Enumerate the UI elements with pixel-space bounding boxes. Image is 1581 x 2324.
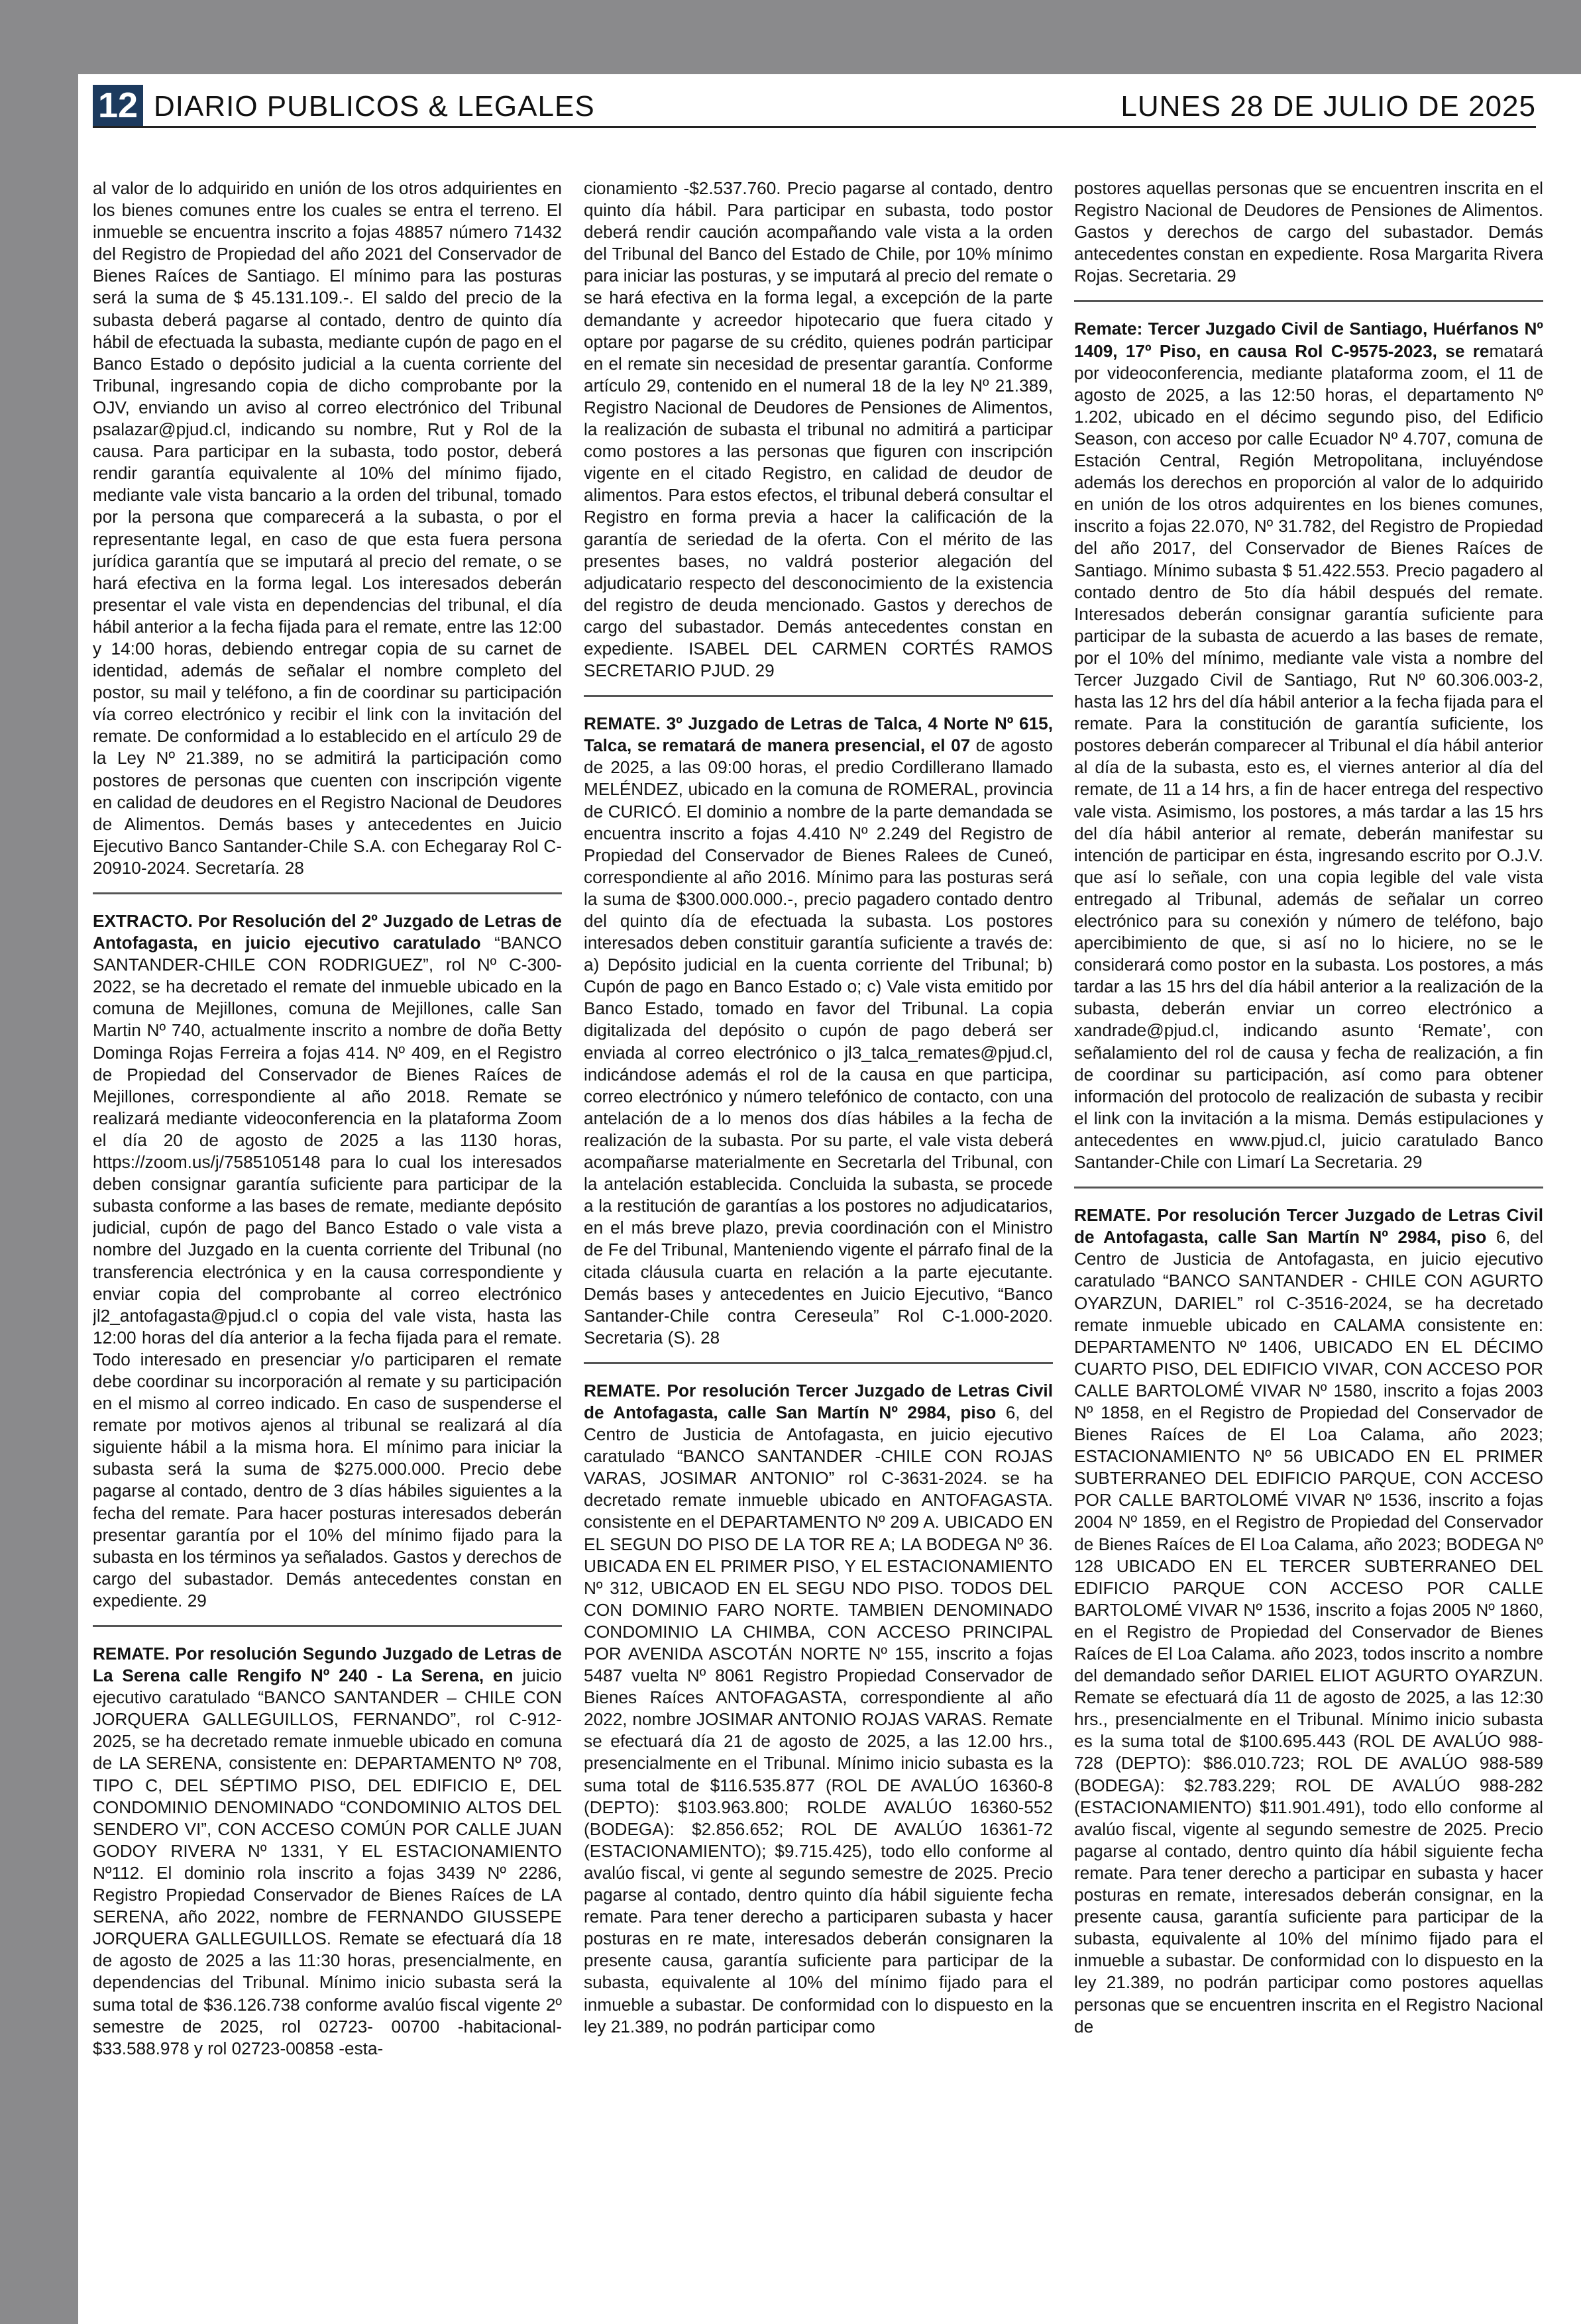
page-header	[93, 85, 1536, 125]
notice	[584, 1380, 1053, 2038]
column-1	[93, 178, 562, 2294]
notice-body: 6, del Centro de Justicia de Antofagasta, en juicio ejecutivo caratulado “BANCO SANTANDER - CHILE CON AGURTO OYARZUN, DARIEL” rol C-3516-2024, se ha decretado remate inmueble ubicado en CALAMA consistente en: DEPARTAMENTO Nº 1406, UBICADO EN EL DÉCIMO CUARTO PISO, DEL EDIFICIO VIVAR, CON ACCESO POR CALLE BARTOLOMÉ VIVAR Nº 1580, inscrito a fojas 2003 Nº 1858, en el Registro de Propiedad del Conservador de Bienes Raíces de El Loa Calama, año 2023; ESTACIONAMIENTO Nº 56 UBICADO EN EL PRIMER SUBTERRANEO DEL EDIFICIO PARQUE, CON ACCESO POR CALLE BARTOLOMÉ VIVAR Nº 1536, inscrito a fojas 2004 Nº 1859, en el Registro de Propiedad del Conservador de Bienes Raíces de El Loa Calama, año 2023; BODEGA Nº 128 UBICADO EN EL TERCER SUBTERRANEO DEL EDIFICIO PARQUE CON ACCESO POR CALLE BARTOLOMÉ VIVAR Nº 1536, inscrito a fojas 2005 Nº 1860, en el Registro de Propiedad del Conservador de Bienes Raíces de El Loa Calama. año 2023, todos inscrito a nombre del demandado señor DARIEL ELIOT AGURTO OYARZUN. Remate se efectuará día 11 de agosto de 2025, a las 12:30 hrs., presencialmente en el Tribunal. Mínimo inicio subasta es la suma total de $100.695.443 (ROL DE AVALÚO 988-728 (DEPTO): $86.010.723; ROL DE AVALÚO 988-589 (BODEGA): $2.783.229; ROL DE AVALÚO 988-282 (ESTACIONAMIENTO) $11.901.491), todo ello conforme al avalúo fiscal, vigente al segundo semestre de 2025. Precio pagarse al contado, dentro quinto día hábil siguiente fecha remate. Para tener derecho a participar en subasta y hacer posturas en remate, interesados deberán consignar, en la presente causa, garantía suficiente para participar de la subasta, equivalente al 10% del mínimo fijado para el inmueble a subastar. De conformidad con lo dispuesto en la ley 21.389, no podrán participar como postores aquellas personas que se encuentren inscrita en el Registro Nacional de	[1074, 1227, 1543, 2036]
notice-text	[1074, 318, 1543, 1173]
left-margin-band	[0, 0, 78, 2324]
notice-text	[93, 178, 562, 879]
header-divider	[93, 126, 1536, 128]
notice-heading: REMATE. Por resolución Tercer Juzgado de Letras Civil de Antofagasta, calle San Martín Nº 2984, piso	[1074, 1205, 1543, 1247]
notice-body: “BANCO SANTANDER-CHILE CON RODRIGUEZ”, rol Nº C-300-2022, se ha decretado el remate del inmueble ubicado en la comuna de Mejillones, comuna de Mejillones, calle San Martin Nº 740, actualmente inscrito a nombre de doña Betty Dominga Rojas Ferreira a fojas 414. Nº 409, en el Registro de Propiedad del Conservador de Bienes Raíces de Mejillones, correspondiente al año 2018. Remate se realizará mediante videoconferencia en la plataforma Zoom el día 20 de agosto de 2025 a las 1130 horas, https://zoom.us/j/7585105148 para lo cual los interesados deben consignar garantía suficiente para participar de la subasta conforme a las bases de remate, mediante depósito judicial, cupón de pago del Banco Estado o vale vista a nombre del Juzgado en la cuenta corriente del Tribunal (no transferencia electrónica y en la causa correspondiente y enviar copia del comprobante al correo electrónico jl2_antofagasta@pjud.cl o copia del vale vista, hasta las 12:00 horas del día anterior a la fecha fijada para el remate. Todo interesado en presenciar y/o participaren el remate debe coordinar su incorporación al remate y su participación en el mismo al correo indicado. En caso de suspenderse el remate por motivos ajenos al tribunal se realizará al día siguiente hábil a la misma hora. El mínimo para iniciar la subasta será la suma de $275.000.000. Precio debe pagarse al contado, dentro de 3 días hábiles siguientes a la fecha del remate. Para hacer posturas interesados deberán presentar garantía por el 10% del mínimo fijado para la subasta en los términos ya señalados. Gastos y derechos de cargo del subastador. Demás antecedentes constan en expediente. 29	[93, 933, 562, 1611]
notice	[1074, 178, 1543, 287]
page-number-badge: 12	[93, 85, 143, 126]
notice-text	[584, 178, 1053, 682]
notice-body: 6, del Centro de Justicia de Antofagasta, en juicio ejecutivo caratulado “BANCO SANTANDER -CHILE CON ROJAS VARAS, JOSIMAR ANTONIO” rol C-3631-2024. se ha decretado remate inmueble ubicado en ANTOFAGASTA. consistente en el DEPARTAMENTO Nº 209 A. UBICADO EN EL SEGUN DO PISO DE LA TOR RE A; LA BODEGA Nº 36. UBICADA EN EL PRIMER PISO, Y EL ESTACIONAMIENTO Nº 312, UBICAOD EN EL SEGU NDO PISO. TODOS DEL CON DOMINIO FARO NORTE. TAMBIEN DENOMINADO CONDOMINIO LA CHIMBA, CON ACCESO PRINCIPAL POR AVENIDA ASCOTÁN NORTE Nº 155, inscrito a fojas 5487 vuelta Nº 8061 Registro Propiedad Conservador de Bienes Raíces ANTOFAGASTA, correspondiente al año 2022, nombre JOSIMAR ANTONIO ROJAS VARAS. Remate se efectuará día 21 de agosto de 2025, a las 12.00 hrs., presencialmente en el Tribunal. Mínimo inicio subasta es la suma total de $116.535.877 (ROL DE AVALÚO 16360-8 (DEPTO): $103.963.800; ROLDE AVALÚO 16360-552 (BODEGA): $2.856.652; ROL DE AVALÚO 16361-72 (ESTACIONAMIENTO); $9.715.425), todo ello conforme al avalúo fiscal, vi gente al segundo semestre de 2025. Precio pagarse al contado, dentro quinto día hábil siguiente fecha remate. Para tener derecho a participaren subasta y hacer posturas en re mate, interesados deberán consignaren la presente causa, garantía suficiente para participar de la subasta, equivalente al 10% del mínimo fijado para el inmueble a subastar. De conformidad con lo dispuesto en la ley 21.389, no podrán participar como	[584, 1402, 1053, 2036]
notice-divider	[584, 1362, 1053, 1364]
notice-body: postores aquellas personas que se encuentren inscrita en el Registro Nacional de Deudores de Pensiones de Alimentos. Gastos y derechos de cargo del subastador. Demás antecedentes constan en expediente. Rosa Margarita Rivera Rojas. Secretaria. 29	[1074, 178, 1543, 286]
notice-text	[584, 713, 1053, 1349]
notice-heading: REMATE. Por resolución Segundo Juzgado de Letras de La Serena calle Rengifo Nº 240 - La Serena, en	[93, 1644, 562, 1686]
notice-divider	[584, 695, 1053, 697]
notice-body: de agosto de 2025, a las 09:00 horas, el predio Cordillerano llamado MELÉNDEZ, ubicado en la comuna de ROMERAL, provincia de CURICÓ. El dominio a nombre de la parte demandada se encuentra inscrito a fojas 4.410 Nº 2.249 del Registro de Propiedad del Conservador de Bienes Ralees de Cuneó, correspondiente al año 2016. Mínimo para las posturas será la suma de $300.000.000.-, precio pagadero contado dentro del quinto día de efectuada la subasta. Los postores interesados deben constituir garantía suficiente a través de: a) Depósito judicial en la cuenta corriente del Tribunal; b) Cupón de pago en Banco Estado o; c) Vale vista emitido por Banco Estado, tomado en favor del Tribunal. La copia digitalizada del depósito o cupón de pago deberá ser enviada al correo electrónico o jl3_talca_remates@pjud.cl, indicándose además el rol de la causa en que participa, correo electrónico y número telefónico de contacto, con una antelación de a lo menos dos días hábiles a la fecha de realización de la subasta. Por su parte, el vale vista deberá acompañarse materialmente en Secretarla del Tribunal, con la antelación establecida. Concluida la subasta, se procede a la restitución de garantías a los postores no adjudicatarios, en el más breve plazo, previa coordinación con el Ministro de Fe del Tribunal, Manteniendo vigente el párrafo final de la citada cláusula cuarta en relación a la parte ejecutante. Demás bases y antecedentes en Juicio Ejecutivo, “Banco Santander-Chile contra Cereseula” Rol C-1.000-2020. Secretaria (S). 28	[584, 735, 1053, 1347]
notice-text	[93, 910, 562, 1612]
notice-body: cionamiento -$2.537.760. Precio pagarse al contado, dentro quinto día hábil. Para participar en subasta, todo postor deberá rendir caución acompañando vale vista a la orden del Tribunal del Banco del Estado de Chile, por 10% mínimo para iniciar las posturas, y se imputará al precio del remate o se hará efectiva en la forma legal, a excepción de la parte demandante y acreedor hipotecario que fuera citado y optare por pagarse de su crédito, quienes podrán participar en el remate sin necesidad de presentar garantía. Conforme artículo 29, contenido en el numeral 18 de la ley Nº 21.389, Registro Nacional de Deudores de Pensiones de Alimentos, la realización de subasta el tribunal no admitirá a participar como postores a las personas que figuren con inscripción vigente en el citado Registro, en calidad de deudor de alimentos. Para estos efectos, el tribunal deberá consultar el Registro en forma previa a hacer la calificación de la garantía de seriedad de la oferta. Con el mérito de las presentes bases, no valdrá posterior alegación del adjudicatario respecto del desconocimiento de la existencia del registro de deuda mencionado. Gastos y derechos de cargo del subastador. Demás antecedentes constan en expediente. ISABEL DEL CARMEN CORTÉS RAMOS SECRETARIO PJUD. 29	[584, 178, 1053, 681]
notice	[584, 713, 1053, 1349]
notice-divider	[1074, 300, 1543, 302]
top-margin-band	[0, 0, 1581, 74]
notice-divider	[93, 1625, 562, 1627]
notice-body: al valor de lo adquirido en unión de los otros adquirientes en los bienes comunes entre los cuales se entra el terreno. El inmueble se encuentra inscrito a fojas 48857 número 71432 del Registro de Propiedad del año 2021 del Conservador de Bienes Raíces de Santiago. El mínimo para las posturas será la suma de $ 45.131.109.-. El saldo del precio de la subasta deberá pagarse al contado, dentro de quinto día hábil de efectuada la subasta, mediante cupón de pago en el Banco Estado o depósito judicial a la cuenta corriente del Tribunal, ingresando copia de dicho comprobante por la OJV, enviando un aviso al correo electrónico del Tribunal psalazar@pjud.cl, indicando su nombre, Rut y Rol de la causa. Para participar en la subasta, todo postor, deberá rendir garantía equivalente al 10% del mínimo fijado, mediante vale vista bancario a la orden del tribunal, tomado por la persona que comparecerá a la subasta, o por el representante legal, en caso de que esta fuera persona jurídica garantía que se imputará al precio del remate, o se hará efectiva en la forma legal. Los interesados deberán presentar el vale vista en dependencias del tribunal, el día hábil anterior a la fecha fijada para el remate, entre las 12:00 y 14:00 horas, debiendo entregar copia de su carnet de identidad, además de señalar el nombre completo del postor, su mail y teléfono, a fin de coordinar su participación vía correo electrónico y recibir el link con la invitación del remate. De conformidad a lo establecido en el artículo 29 de la Ley Nº 21.389, no se admitirá la participación como postores de personas que cuenten con inscripción vigente en calidad de deudores en el Registro Nacional de Deudores de Alimentos. Demás bases y antecedentes en Juicio Ejecutivo Banco Santander-Chile S.A. con Echegaray Rol C-20910-2024. Secretaría. 28	[93, 178, 562, 878]
column-2	[584, 178, 1053, 2294]
notice	[1074, 1204, 1543, 2038]
notice	[93, 910, 562, 1612]
notice-text	[93, 1643, 562, 2060]
notice-body: matará por videoconferencia, mediante plataforma zoom, el 11 de agosto de 2025, a las 12:50 horas, el departamento Nº 1.202, ubicado en el décimo segundo piso, del Edificio Season, con acceso por calle Ecuador Nº 4.707, comuna de Estación Central, Región Metropolitana, incluyéndose además los derechos en proporción al valor de lo adquirido en unión de los otros adquirentes en los bienes comunes, inscrito a fojas 22.070, Nº 31.782, del Registro de Propiedad del año 2017, del Conservador de Bienes Raíces de Santiago. Mínimo subasta $ 51.422.553. Precio pagadero al contado dentro de 5to día hábil después del remate. Interesados deberán consignar garantía suficiente para participar de la subasta de acuerdo a las bases de remate, por el 10% del mínimo, mediante vale vista a nombre del Tercer Juzgado Civil de Santiago, Rut Nº 60.306.003-2, hasta las 12 hrs del día hábil anterior a la fecha fijada para el remate. Para la constitución de garantía suficiente, los postores deberán comparecer al Tribunal el día hábil anterior al día de la subasta, esto es, el viernes anterior al día del remate, de 11 a 14 hrs, a fin de hacer entrega del respectivo vale vista. Asimismo, los postores, a más tardar a las 15 hrs del día hábil anterior al remate, deberán manifestar su intención de participar en ésta, ingresando escrito por O.J.V. que así lo señale, con una copia legible del vale vista entregado al Tribunal, además de señalar un correo electrónico para su conexión y número de teléfono, bajo apercibimiento de que, si así no lo hiciere, no se le considerará como postor en la subasta. Los postores, a más tardar a las 15 hrs del día hábil anterior a la realización de la subasta, deberán enviar un correo electrónico a xandrade@pjud.cl, indicando asunto ‘Remate’, con señalamiento del rol de causa y fecha de realización, a fin de coordinar su participación, así como para obtener información del protocolo de realización de subasta y recibir el link con la invitación a la misma. Demás estipulaciones y antecedentes en www.pjud.cl, juicio caratulado Banco Santander-Chile con Limarí La Secretaria. 29	[1074, 341, 1543, 1173]
notice-heading: REMATE. 3º Juzgado de Letras de Talca, 4 Norte Nº 615, Talca, se rematará de manera presencial, el 07	[584, 713, 1053, 756]
notice-divider	[1074, 1187, 1543, 1188]
publication-title: DIARIO PUBLICOS & LEGALES	[154, 90, 595, 123]
notice-text	[1074, 1204, 1543, 2038]
notice-body: juicio ejecutivo caratulado “BANCO SANTANDER – CHILE CON JORQUERA GALLEGUILLOS, FERNANDO”, rol C-912-2025, se ha decretado remate inmueble ubicado en comuna de LA SERENA, consistente en: DEPARTAMENTO Nº 708, TIPO C, DEL SÉPTIMO PISO, DEL EDIFICIO E, DEL CONDOMINIO DENOMINADO “CONDOMINIO ALTOS DEL SENDERO VI”, CON ACCESO COMÚN POR CALLE JUAN GODOY RIVERA Nº 1331, Y EL ESTACIONAMIENTO Nº112. El dominio rola inscrito a fojas 3439 Nº 2286, Registro Propiedad Conservador de Bienes Raíces de LA SERENA, año 2022, nombre de FERNANDO GIUSSEPE JORQUERA GALLEGUILLOS. Remate se efectuará día 18 de agosto de 2025 a las 11:30 horas, presencialmente, en dependencias del Tribunal. Mínimo inicio subasta será la suma total de $36.126.738 conforme avalúo fiscal vigente 2º semestre de 2025, rol 02723- 00700 -habitacional- $33.588.978 y rol 02723-00858 -esta-	[93, 1665, 562, 2058]
notice-heading: Remate: Tercer Juzgado Civil de Santiago, Huérfanos Nº 1409, 17º Piso, en causa Rol C-9575-2023, se re	[1074, 319, 1543, 361]
column-3	[1074, 178, 1543, 2294]
publication-date: LUNES 28 DE JULIO DE 2025	[1120, 90, 1536, 123]
notice-divider	[93, 892, 562, 894]
notice	[584, 178, 1053, 682]
notice-text	[584, 1380, 1053, 2038]
notice-heading: REMATE. Por resolución Tercer Juzgado de Letras Civil de Antofagasta, calle San Martín Nº 2984, piso	[584, 1380, 1053, 1422]
notice	[93, 1643, 562, 2060]
notice	[1074, 318, 1543, 1173]
notice-heading: EXTRACTO. Por Resolución del 2º Juzgado de Letras de Antofagasta, en juicio ejecutivo caratulado	[93, 911, 562, 953]
notice-text	[1074, 178, 1543, 287]
notice	[93, 178, 562, 879]
